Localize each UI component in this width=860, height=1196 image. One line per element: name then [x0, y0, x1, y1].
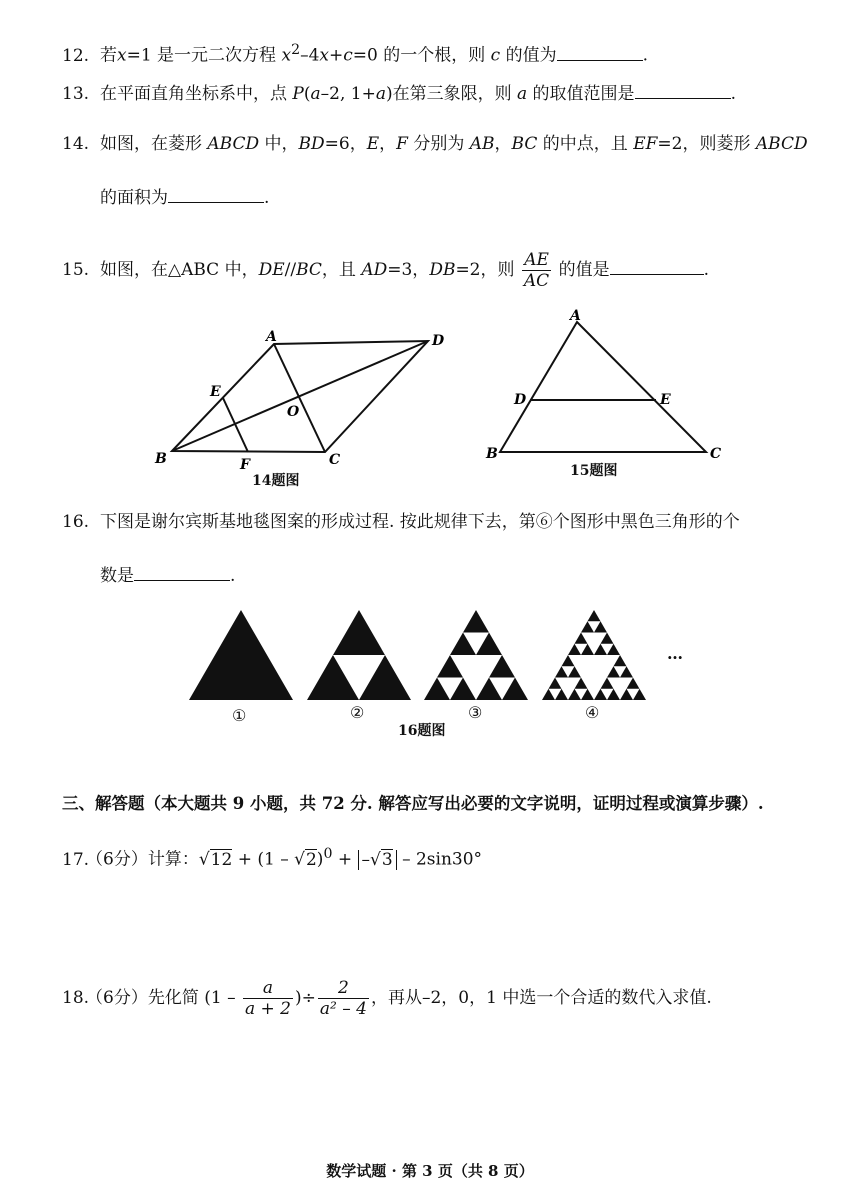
sierpinski-hole [575, 644, 588, 655]
q14-var: EF [633, 134, 658, 154]
q16-text: 数是 [100, 566, 134, 586]
rhombus-outline [172, 341, 428, 452]
q18-text: )÷ [295, 988, 316, 1008]
q14-period: . [264, 188, 270, 208]
sierpinski-figure-1 [189, 610, 293, 700]
q13-number: 13. [62, 84, 90, 104]
q14-text: 如图，在菱形 [100, 134, 208, 154]
q12-var: x [281, 45, 292, 66]
page-footer: 数学试题 · 第 3 页（共 8 页） [326, 1162, 534, 1180]
q18-number: 18. [62, 988, 90, 1008]
q17-text: + (1 – [232, 849, 295, 870]
fig14-label-e: E [210, 384, 221, 400]
q13-text: ( [303, 84, 311, 104]
sierpinski-label-1: ① [232, 706, 247, 725]
q15-text: 如图，在△ABC 中， [100, 260, 259, 280]
q18-text: ，再从–2，0，1 中选一个合适的数代入求值. [370, 988, 712, 1008]
q15-text: =2，则 [455, 260, 520, 280]
q16-text: 下图是谢尔宾斯基地毯图案的形成过程. 按此规律下去，第⑥个图形中黑色三角形的个 [100, 512, 740, 532]
q13-var: a [375, 84, 386, 104]
sierpinski-hole [601, 644, 614, 655]
fig14-label-c: C [329, 452, 341, 468]
q13-text: 的取值范围是 [527, 84, 635, 104]
q15-number: 15. [62, 260, 90, 280]
sierpinski-hole [581, 633, 607, 656]
q13-var: P [292, 84, 304, 104]
fig15-label-e: E [660, 392, 671, 408]
question-16-line2 [100, 564, 235, 588]
section-3-heading: 三、解答题（本大题共 9 小题，共 72 分. 解答应写出必要的文字说明，证明过程或演算步骤）. [62, 794, 764, 813]
q14-text: 的中点，且 [537, 134, 634, 154]
q12-exponent: 2 [291, 42, 301, 58]
sqrt-12: 12 [210, 849, 233, 870]
q14-var: E [366, 134, 380, 154]
sqrt-2: 2 [305, 849, 317, 870]
sierpinski-hole [463, 633, 489, 656]
q14-var: BD [298, 134, 325, 154]
q15-var: DE [258, 260, 285, 280]
sierpinski-hole [450, 655, 502, 700]
fraction-numerator: 2 [318, 978, 369, 999]
q12-text: 若 [100, 45, 117, 66]
q17-text: （6分）计算： [86, 849, 199, 870]
q14-var: AB [469, 134, 495, 154]
fig14-label-a: A [266, 329, 277, 345]
q15-period: . [703, 260, 710, 280]
q12-text: + [329, 45, 344, 66]
sierpinski-hole [614, 666, 627, 677]
q12-var: c [490, 45, 501, 66]
q14-number: 14. [62, 134, 90, 154]
sierpinski-hole [601, 689, 614, 700]
q16-period: . [230, 566, 236, 586]
diagonal-ac [274, 344, 325, 452]
fig15-caption: 15题图 [570, 463, 618, 479]
answer-blank-16[interactable] [134, 564, 230, 581]
q15-var: BC [296, 260, 322, 280]
q12-var: x [117, 45, 127, 66]
q12-number: 12. [62, 45, 90, 66]
sierpinski-label-3: ③ [468, 703, 483, 722]
question-13 [62, 82, 736, 106]
fraction-2-over-a2-minus-4 [318, 978, 369, 1019]
answer-blank-12[interactable] [557, 44, 643, 61]
q15-text: 的值是 [553, 260, 610, 280]
sierpinski-hole [562, 666, 575, 677]
fig15-label-d: D [514, 392, 527, 408]
sierpinski-figure-3 [424, 610, 528, 700]
sierpinski-hole [333, 655, 385, 700]
question-16 [62, 510, 740, 534]
q13-period: . [730, 84, 736, 104]
fraction-a-over-a-plus-2 [243, 978, 293, 1019]
question-12 [62, 38, 648, 68]
sierpinski-hole [568, 655, 620, 700]
sierpinski-hole [607, 678, 633, 701]
segment-ef [223, 398, 248, 452]
fraction-numerator: AE [522, 250, 551, 271]
answer-blank-15[interactable] [610, 258, 704, 275]
q15-var: DB [429, 260, 456, 280]
fig14-label-o: O [287, 404, 300, 420]
q12-text: =1 是一元二次方程 [126, 45, 282, 66]
q14-var: F [396, 134, 408, 154]
diagonal-bd [172, 341, 428, 451]
q17-exponent: 0 [323, 846, 333, 862]
fig15-label-a: A [570, 308, 581, 324]
q14-text: 的面积为 [100, 188, 168, 208]
fig16-caption: 16题图 [398, 723, 446, 739]
fig14-label-d: D [432, 333, 445, 349]
sierpinski-hole [627, 689, 640, 700]
q12-text: –4 [300, 45, 320, 66]
question-14-line2 [100, 186, 269, 210]
q13-var: a [517, 84, 528, 104]
fig14-label-b: B [155, 451, 167, 467]
q15-text: =3， [387, 260, 430, 280]
abs-value: –√3 [358, 850, 397, 870]
q17-number: 17. [62, 849, 90, 870]
sqrt-symbol: √ [198, 849, 210, 870]
sierpinski-label-4: ④ [585, 703, 600, 722]
sierpinski-hole [555, 678, 581, 701]
q12-period: . [642, 45, 648, 66]
sierpinski-ellipsis: … [667, 644, 683, 663]
fraction-denominator: AC [523, 271, 550, 291]
sierpinski-hole [489, 678, 515, 701]
fig14-label-f: F [240, 457, 250, 473]
sqrt-3: 3 [381, 849, 393, 870]
fraction-denominator: a + 2 [244, 999, 291, 1019]
q14-text: ， [494, 134, 512, 154]
q15-text: ，且 [321, 260, 362, 280]
q14-var: BC [511, 134, 538, 154]
q13-text: )在第三象限，则 [385, 84, 518, 104]
q14-text: 中， [259, 134, 299, 154]
q14-text: =2，则菱形 [657, 134, 756, 154]
q12-text: 的值为 [500, 45, 557, 66]
question-15 [62, 250, 709, 291]
fraction-ae-ac [522, 250, 551, 291]
q15-var: AD [361, 260, 388, 280]
q17-text: ) [316, 849, 324, 870]
answer-blank-13[interactable] [635, 82, 731, 99]
q14-text: ， [379, 134, 397, 154]
q13-text: –2, 1+ [320, 84, 376, 104]
fraction-numerator: a [243, 978, 293, 999]
fig14-caption: 14题图 [252, 473, 300, 489]
q15-text: // [284, 260, 297, 280]
q16-number: 16. [62, 512, 90, 532]
sqrt-symbol: √ [294, 849, 305, 870]
fig15-label-c: C [710, 446, 722, 462]
sierpinski-hole [588, 621, 601, 632]
fraction-denominator: a² – 4 [319, 999, 367, 1019]
q13-text: 在平面直角坐标系中，点 [100, 84, 293, 104]
sierpinski-figure-4 [542, 610, 646, 700]
answer-blank-14[interactable] [168, 186, 264, 203]
q14-var: ABCD [207, 134, 260, 154]
q14-text: =6， [324, 134, 367, 154]
sierpinski-hole [575, 689, 588, 700]
question-17 [62, 842, 482, 872]
q14-text: 分别为 [407, 134, 470, 154]
sierpinski-label-2: ② [350, 703, 365, 722]
q18-text: （6分）先化简 (1 – [86, 988, 241, 1008]
q17-text: – 2sin30° [396, 849, 483, 870]
q12-var: x [319, 45, 329, 66]
q17-text: + [332, 849, 358, 870]
sierpinski-figure-2 [307, 610, 411, 700]
question-18 [62, 978, 712, 1019]
fig15-label-b: B [486, 446, 498, 462]
q14-var: ABCD [755, 134, 808, 154]
triangle-abc [500, 322, 706, 452]
sierpinski-hole [437, 678, 463, 701]
q12-text: =0 的一个根，则 [352, 45, 491, 66]
question-14 [62, 132, 808, 156]
sierpinski-hole [549, 689, 562, 700]
q12-var: c [343, 45, 353, 66]
q13-var: a [310, 84, 321, 104]
